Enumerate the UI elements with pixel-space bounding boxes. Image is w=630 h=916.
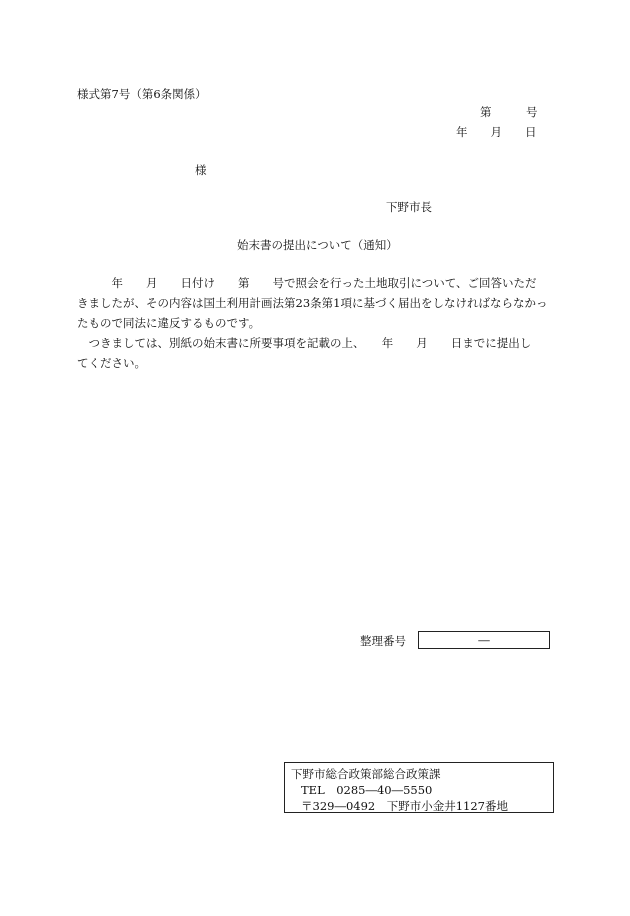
body-line: たもので同法に違反するものです。 — [77, 316, 261, 330]
document-title: 始末書の提出について（通知） — [237, 238, 398, 252]
reference-number-field: ― — [418, 631, 550, 649]
body-line: きましたが、その内容は国土利用計画法第23条第1項に基づく届出をしなければならなかっ — [77, 296, 548, 310]
sender-name: 下野市長 — [386, 200, 432, 214]
body-line: つきましては、別紙の始末書に所要事項を記載の上、 年 月 日までに提出し — [77, 336, 532, 350]
contact-department: 下野市総合政策部総合政策課 — [291, 767, 441, 781]
body-line: 年 月 日付け 第 号で照会を行った土地取引について、ご回答いただ — [77, 276, 537, 290]
recipient-honorific: 様 — [195, 163, 207, 177]
reference-number-label: 整理番号 — [360, 634, 406, 648]
document-date: 年 月 日 — [456, 125, 537, 139]
contact-tel: TEL 0285―40―5550 — [301, 783, 433, 797]
body-text — [77, 273, 557, 373]
form-label: 様式第7号（第6条関係） — [77, 87, 207, 101]
contact-address: 〒329―0492 下野市小金井1127番地 — [301, 799, 508, 813]
body-line: てください。 — [77, 356, 146, 370]
document-number: 第 号 — [480, 105, 538, 119]
contact-box — [284, 762, 554, 813]
